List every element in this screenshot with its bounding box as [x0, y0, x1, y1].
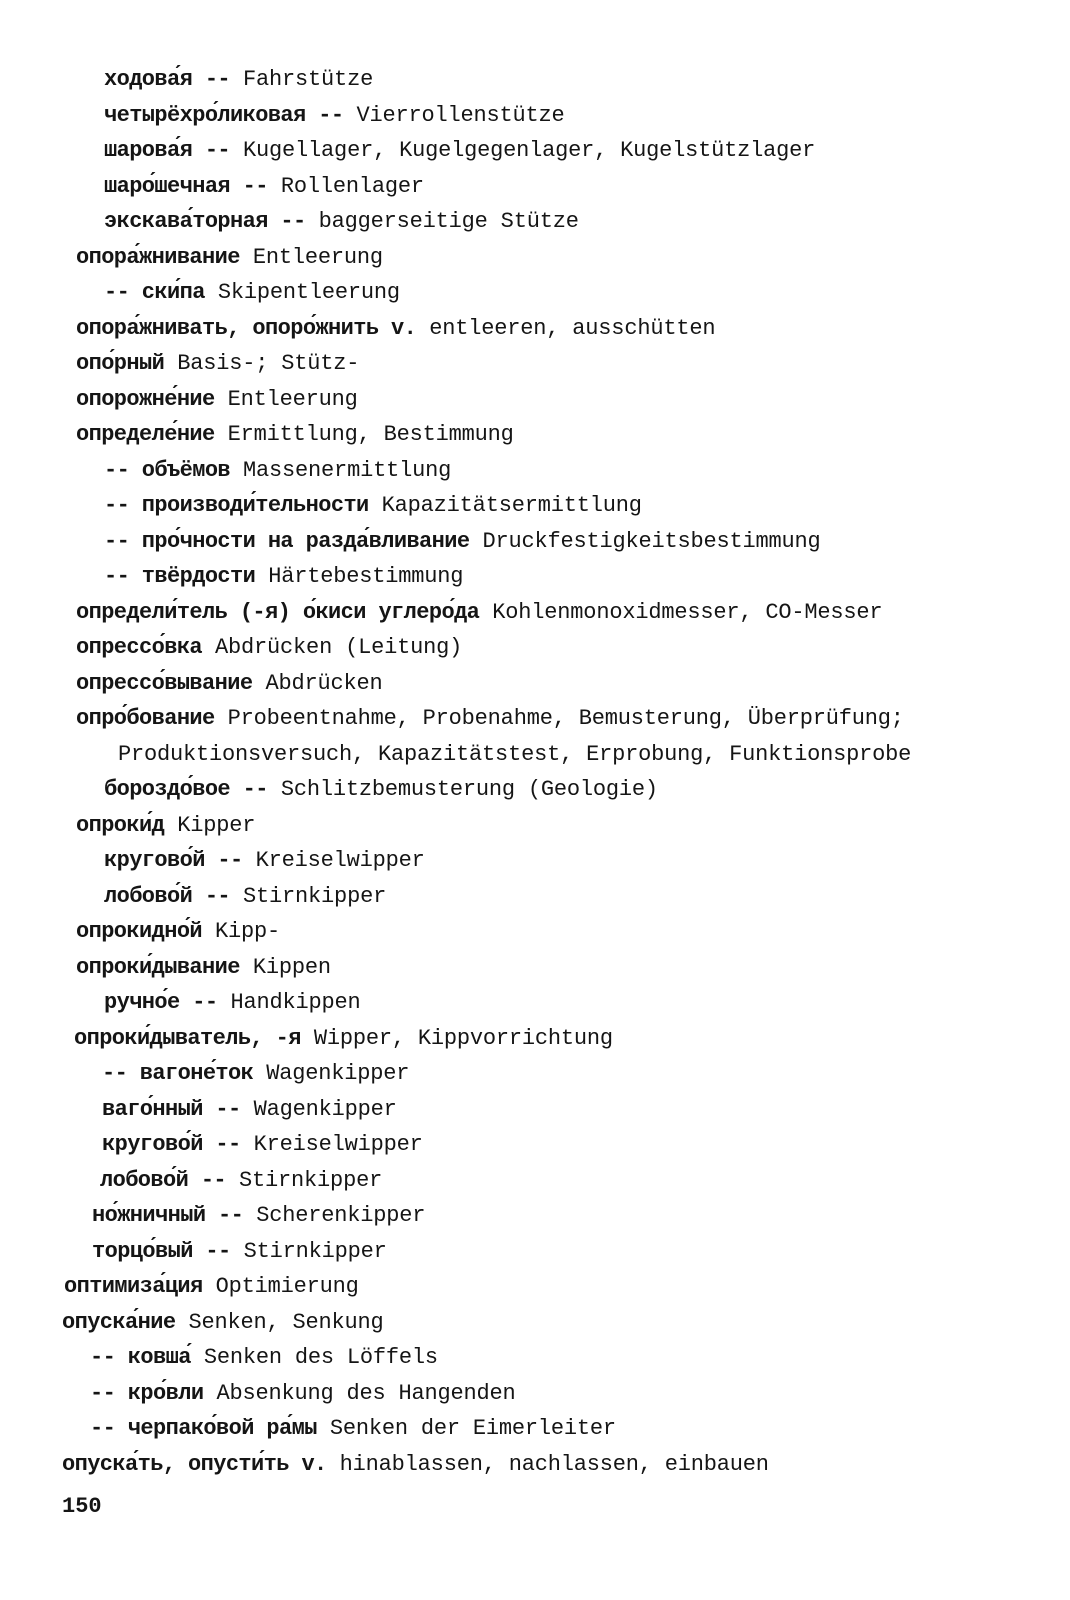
russian-term: опроки́д [76, 812, 165, 838]
russian-term: шаро́шечная -- [104, 173, 268, 199]
russian-term: бороздо́вое -- [104, 777, 268, 802]
russian-term: опрокидно́й [76, 919, 203, 944]
russian-term: ходова́я -- [104, 67, 231, 92]
russian-term: опроки́дывание [76, 954, 240, 980]
russian-term: торцо́вый -- [92, 1238, 231, 1264]
russian-term: опо́рный [76, 351, 165, 376]
entry-line [64, 1269, 1070, 1305]
german-translation: baggerseitige Stütze [318, 209, 579, 234]
russian-term: определе́ние [76, 422, 215, 447]
entry-line [76, 595, 1070, 631]
russian-term: четырёхро́ликовая -- [104, 102, 344, 128]
russian-term: лобово́й -- [100, 1167, 227, 1193]
german-translation: Kippen [252, 954, 331, 980]
page-number: 150 [62, 1494, 102, 1519]
german-translation: Senken des Löffels [203, 1345, 438, 1370]
german-translation: Scherenkipper [256, 1203, 426, 1228]
entry-line [76, 417, 1070, 453]
russian-term: -- объёмов [104, 457, 231, 483]
german-translation: Stirnkipper [243, 883, 387, 909]
german-translation: entleeren, ausschütten [429, 315, 716, 341]
russian-term: опроки́дыватель, -я [74, 1025, 301, 1051]
german-translation: Basis-; Stütz- [177, 351, 360, 376]
german-translation: hinablassen, nachlassen, einbauen [339, 1451, 769, 1477]
german-translation: Wagenkipper [266, 1061, 410, 1086]
german-translation: Schlitzbemusterung (Geologie) [280, 777, 658, 802]
entry-line [76, 701, 1070, 737]
german-translation: Kugellager, Kugelgegenlager, Kugelstützlager [243, 138, 816, 163]
german-translation: Produktionsversuch, Kapazitätstest, Erprobung, Funktionsprobe [118, 741, 912, 767]
german-translation: Handkippen [230, 990, 361, 1015]
entry-line [104, 169, 1070, 205]
german-translation: Stirnkipper [243, 1238, 387, 1264]
entry-line [104, 62, 1070, 98]
russian-term: опорожне́ние [76, 386, 215, 412]
entry-line [100, 1163, 1070, 1199]
russian-term: -- черпако́вой ра́мы [90, 1416, 317, 1441]
entry-line [104, 488, 1070, 524]
entry-line [76, 240, 1070, 276]
russian-term: -- вагоне́ток [102, 1061, 254, 1086]
russian-term: -- кро́вли [90, 1380, 204, 1406]
russian-term: -- ски́па [104, 280, 205, 305]
entry-line [74, 1021, 1070, 1057]
russian-term: опуска́ние [62, 1309, 176, 1335]
german-translation: Abdrücken (Leitung) [215, 635, 463, 660]
entry-line [102, 1056, 1070, 1092]
russian-term: шарова́я -- [104, 138, 231, 163]
russian-term: ручно́е -- [104, 990, 218, 1015]
russian-term: -- производи́тельности [104, 493, 369, 518]
russian-term: оптимиза́ция [64, 1274, 203, 1299]
entry-line [104, 772, 1070, 808]
entry-line [104, 524, 1070, 560]
entry-line [90, 1411, 1070, 1447]
entry-line [76, 346, 1070, 382]
german-translation: Vierrollenstütze [356, 102, 565, 128]
russian-term: -- про́чности на разда́вливание [104, 528, 470, 554]
russian-term: кругово́й -- [102, 1132, 241, 1157]
entry-line [92, 1234, 1070, 1270]
german-translation: Wagenkipper [253, 1096, 397, 1122]
russian-term: ваго́нный -- [102, 1096, 241, 1122]
entry-line [76, 914, 1070, 950]
entry-line [104, 133, 1070, 169]
russian-term: кругово́й -- [104, 848, 243, 873]
entry-line [76, 382, 1070, 418]
entry-line [76, 808, 1070, 844]
german-translation: Entleerung [252, 244, 383, 270]
german-translation: Kreiselwipper [253, 1132, 423, 1157]
entry-line [62, 1447, 1070, 1483]
german-translation: Kreiselwipper [255, 848, 425, 873]
german-translation: Ermittlung, Bestimmung [227, 422, 514, 447]
entry-line [102, 1092, 1070, 1128]
russian-term: опуска́ть, опусти́ть v. [62, 1451, 327, 1477]
german-translation: Kipper [177, 812, 256, 838]
german-translation: Senken, Senkung [188, 1309, 384, 1335]
german-translation: Skipentleerung [217, 280, 400, 305]
german-translation: Senken der Eimerleiter [329, 1416, 616, 1441]
entry-line [90, 1340, 1070, 1376]
entry-line [76, 950, 1070, 986]
german-translation: Wipper, Kippvorrichtung [313, 1025, 613, 1051]
entry-line [104, 98, 1070, 134]
entry-line [104, 843, 1070, 879]
german-translation: Optimierung [215, 1274, 359, 1299]
german-translation: Fahrstütze [243, 67, 374, 92]
entry-line [104, 559, 1070, 595]
entry-line [92, 1198, 1070, 1234]
russian-term: -- ковша́ [90, 1345, 191, 1370]
german-translation: Härtebestimmung [268, 564, 464, 589]
russian-term: но́жничный -- [92, 1203, 244, 1228]
entry-line [76, 630, 1070, 666]
entry-continuation-line [118, 737, 1070, 773]
german-translation: Absenkung des Hangenden [216, 1380, 516, 1406]
russian-term: опрессо́вка [76, 635, 203, 660]
entry-line [104, 453, 1070, 489]
russian-term: опора́жнивание [76, 244, 240, 270]
german-translation: Abdrücken [265, 670, 383, 696]
entry-line [104, 985, 1070, 1021]
german-translation: Entleerung [227, 386, 358, 412]
entry-line [104, 204, 1070, 240]
entry-line [76, 311, 1070, 347]
russian-term: экскава́торная -- [104, 209, 306, 234]
german-translation: Kipp- [215, 919, 281, 944]
russian-term: опора́жнивать, опоро́жнить v. [76, 315, 417, 341]
entry-line [104, 275, 1070, 311]
russian-term: определи́тель (-я) о́киси углеро́да [76, 599, 480, 625]
entry-line [104, 879, 1070, 915]
russian-term: опро́бование [76, 706, 215, 731]
russian-term: -- твёрдости [104, 564, 256, 589]
entry-line [76, 666, 1070, 702]
russian-term: лобово́й -- [104, 883, 231, 909]
entry-line [62, 1305, 1070, 1341]
entry-line [102, 1127, 1070, 1163]
german-translation: Probeentnahme, Probenahme, Bemusterung, Überprüfung; [227, 706, 904, 731]
german-translation: Kohlenmonoxidmesser, CO-Messer [492, 599, 883, 625]
german-translation: Massenermittlung [243, 457, 452, 483]
german-translation: Druckfestigkeitsbestimmung [482, 528, 821, 554]
russian-term: опрессо́вывание [76, 670, 253, 696]
german-translation: Stirnkipper [239, 1167, 383, 1193]
german-translation: Kapazitätsermittlung [381, 493, 642, 518]
entry-line [90, 1376, 1070, 1412]
entry-list [0, 62, 1070, 1482]
german-translation: Rollenlager [280, 173, 424, 199]
